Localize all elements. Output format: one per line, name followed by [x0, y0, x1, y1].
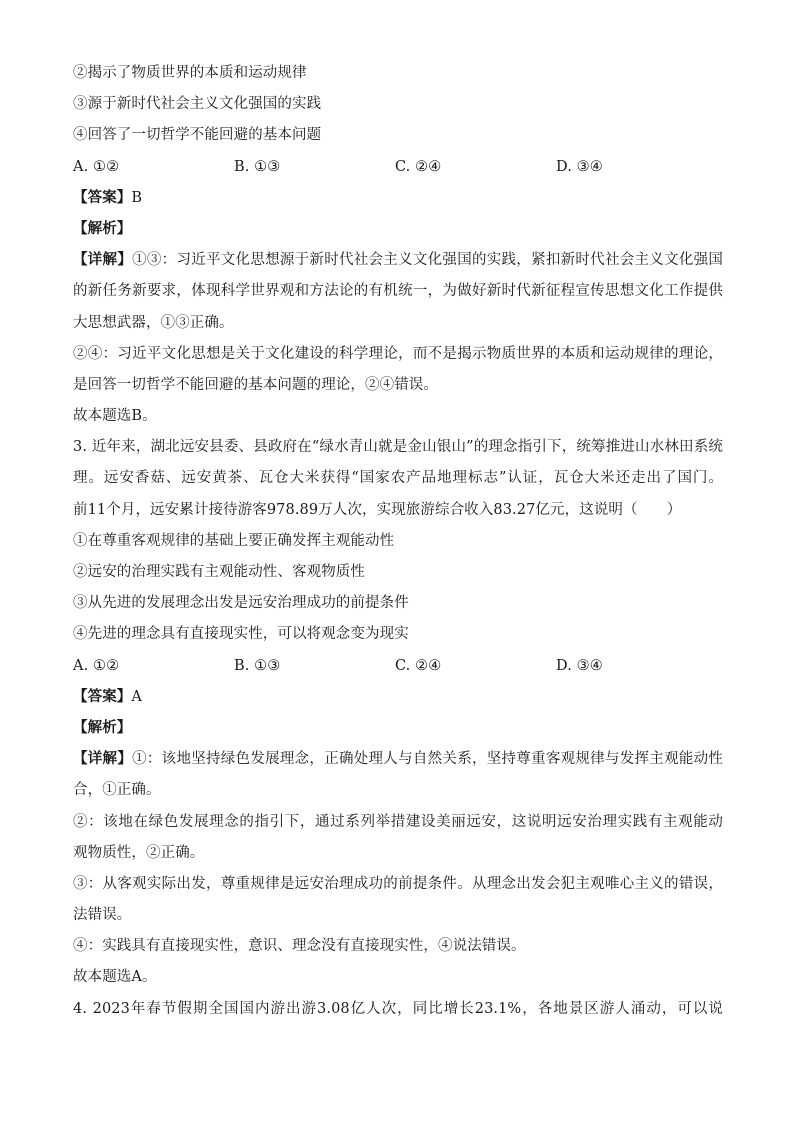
q2-conclusion: 故本题选B。: [73, 408, 157, 425]
q3-answer: [73, 686, 723, 708]
q3-detail-line-1: [73, 748, 723, 770]
q3-stem-line-1: 3. 近年来，湖北远安县委、县政府在“绿水青山就是金山银山”的理念指引下，统筹推进山水林田系统: [73, 439, 723, 456]
q2-detail-text-1: ①③：习近平文化思想源于新时代社会主义文化强国的实践，紧扣新时代社会主义文化强国: [132, 252, 723, 269]
q3-option-a: A. ①②: [73, 657, 120, 674]
q2-answer-value: B: [131, 189, 143, 206]
q3-detail-line-7: ④：实践具有直接现实性，意识、理念没有直接现实性，④说法错误。: [73, 938, 526, 955]
q4-stem-line-1: 4. 2023年春节假期全国国内游出游3.08亿人次，同比增长23.1%，各地景区游人涌动，可以说: [73, 1000, 723, 1017]
q2-detail-line-1: [73, 249, 723, 271]
q3-statement-4: ④先进的理念具有直接现实性，可以将观念变为现实: [73, 626, 409, 643]
q3-detail-line-6: 法错误。: [73, 907, 132, 924]
q3-statement-1: ①在尊重客观规律的基础上要正确发挥主观能动性: [73, 532, 395, 549]
q2-detail-line-3: 大思想武器，①③正确。: [73, 314, 234, 331]
q2-detail-line-5: 是回答一切哲学不能回避的基本问题的理论，②④错误。: [73, 376, 438, 393]
q3-detail-line-2: 合，①正确。: [73, 782, 161, 799]
q3-option-b: B. ①③: [234, 657, 281, 674]
document-page: [73, 62, 723, 1029]
q3-conclusion: 故本题选A。: [73, 969, 157, 986]
q2-option-a: A. ①②: [73, 158, 120, 175]
q2-statement-3: ③源于新时代社会主义文化强国的实践: [73, 96, 322, 113]
q3-answer-label: 【答案】: [73, 687, 132, 705]
q3-statement-2: ②远安的治理实践有主观能动性、客观物质性: [73, 564, 365, 580]
q3-detail-line-3: ②：该地在绿色发展理念的指引下，通过系列举措建设美丽远安，这说明远安治理实践有主观能动: [73, 813, 723, 830]
q3-stem-line-3: 前11个月，远安累计接待游客978.89万人次，实现旅游综合收入83.27亿元，这说明（ ）: [73, 501, 682, 518]
q3-options: [73, 655, 723, 677]
q3-statement-3: ③从先进的发展理念出发是远安治理成功的前提条件: [73, 595, 409, 612]
q2-option-d: D. ③④: [556, 158, 603, 175]
q3-option-d: D. ③④: [556, 657, 603, 674]
q2-detail-label: 【详解】: [73, 251, 133, 269]
q3-option-c: C. ②④: [395, 657, 442, 674]
q2-option-c: C. ②④: [395, 158, 442, 175]
q2-answer-label: 【答案】: [73, 188, 132, 206]
q3-stem-line-2: 理。远安香菇、远安黄茶、瓦仓大米获得“国家农产品地理标志”认证，瓦仓大米还走出了国门。: [73, 470, 723, 487]
q3-detail-label: 【详解】: [73, 750, 133, 768]
q2-answer: [73, 187, 723, 209]
q2-statement-2: ②揭示了物质世界的本质和运动规律: [73, 65, 307, 81]
q2-options: [73, 156, 723, 178]
q2-analysis-label: 【解析】: [73, 219, 132, 237]
q2-detail-line-2: 的新任务新要求，体现科学世界观和方法论的有机统一，为做好新时代新征程宣传思想文化工作提供: [73, 283, 723, 300]
q2-statement-4: ④回答了一切哲学不能回避的基本问题: [73, 127, 322, 144]
q3-answer-value: A: [131, 688, 142, 705]
q3-detail-text-1: ①：该地坚持绿色发展理念，正确处理人与自然关系，坚持尊重客观规律与发挥主观能动性: [132, 751, 723, 768]
q3-detail-line-5: ③：从客观实际出发，尊重规律是远安治理成功的前提条件。从理念出发会犯主观唯心主义的错误，: [73, 875, 723, 892]
q2-option-b: B. ①③: [234, 158, 281, 175]
q3-detail-line-4: 观物质性，②正确。: [73, 844, 205, 861]
q3-analysis-label: 【解析】: [73, 718, 132, 736]
q2-detail-line-4: ②④：习近平文化思想是关于文化建设的科学理论，而不是揭示物质世界的本质和运动规律的理论，: [73, 345, 723, 362]
